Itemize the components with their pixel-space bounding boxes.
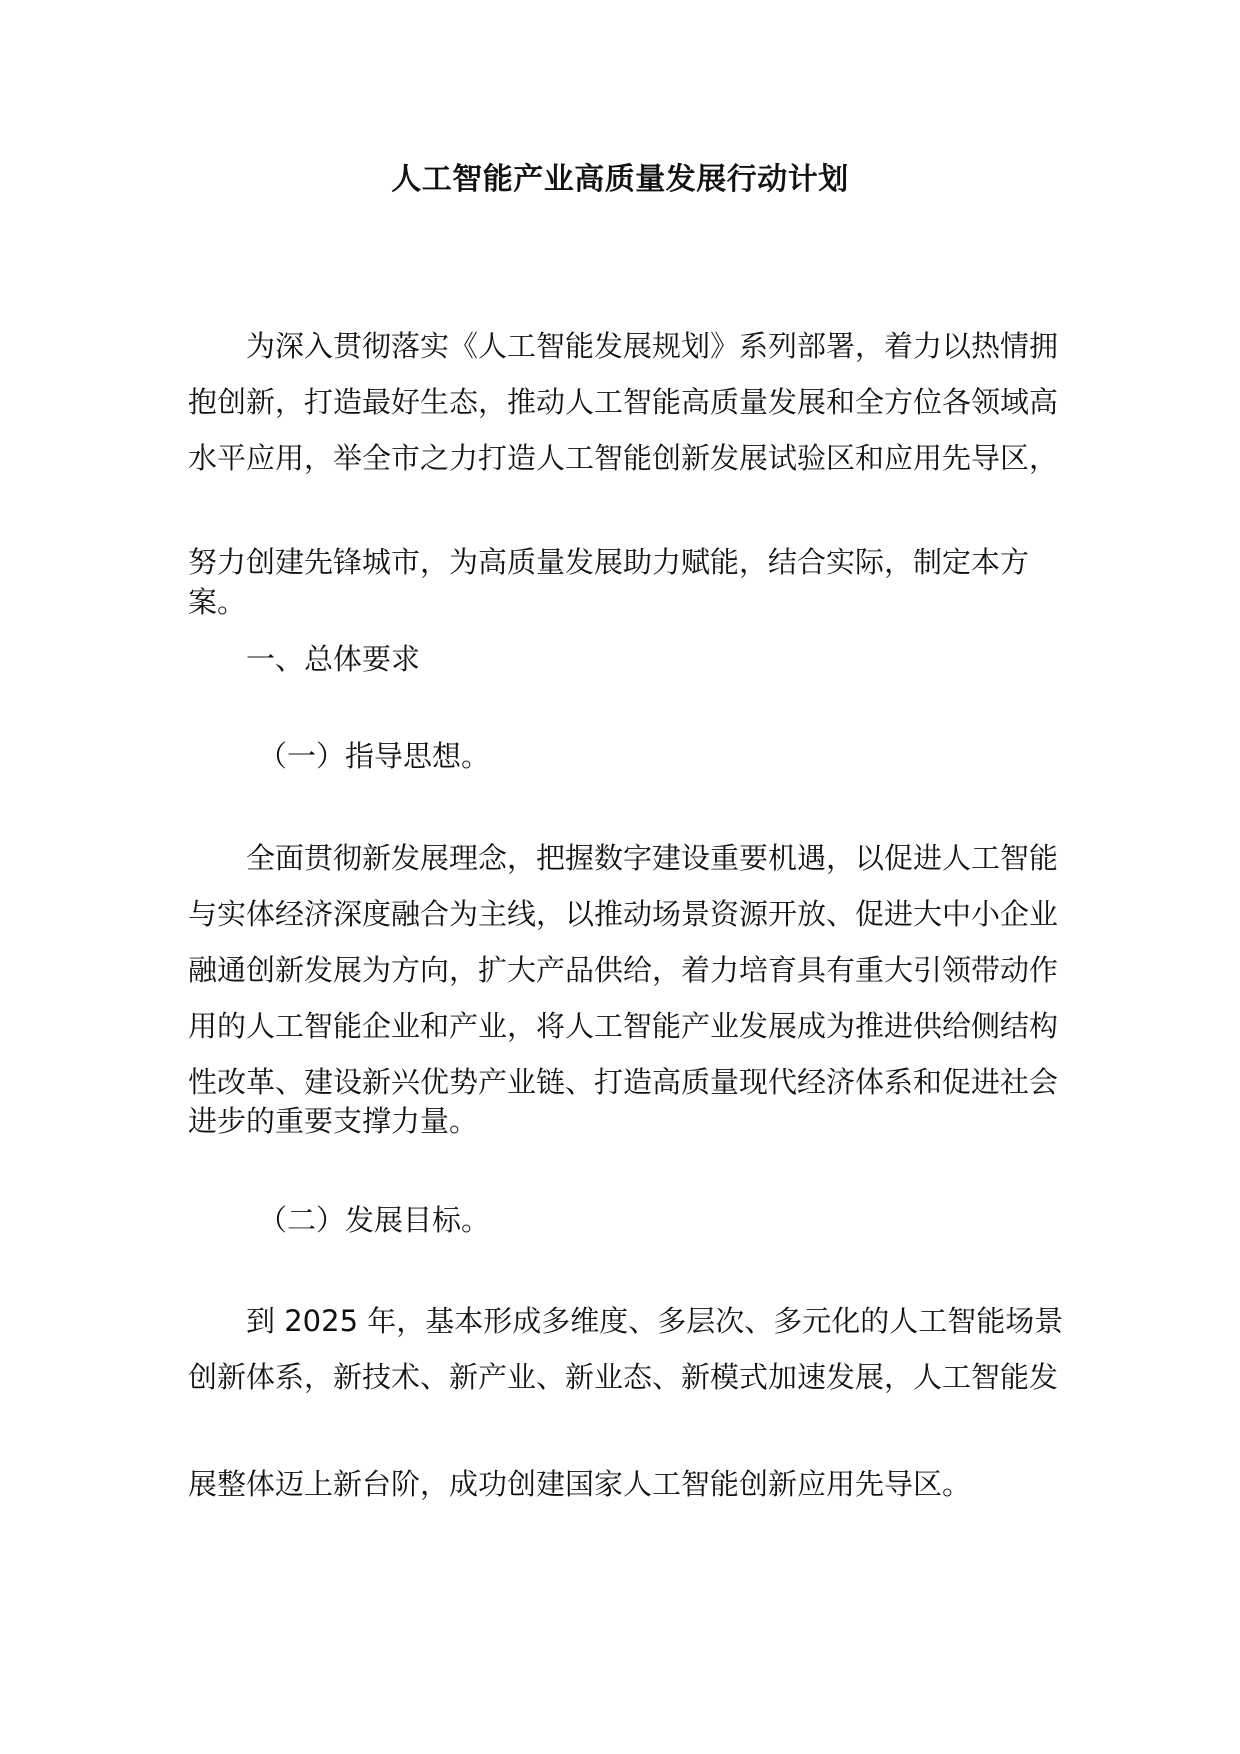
document-title: 人工智能产业高质量发展行动计划 (391, 162, 849, 197)
intro-continuation: 努力创建先锋城市，为高质量发展助力赋能，结合实际，制定本方案。 (188, 545, 1030, 619)
intro-paragraph: 为深入贯彻落实《人工智能发展规划》系列部署，着力以热情拥抱创新，打造最好生态，推动人工智能高质量发展和全方位各领域高水平应用，举全市之力打造人工智能创新发展试验区和应用先导区， (188, 329, 1059, 475)
guiding-ideology-continuation: 进步的重要支撑力量。 (188, 1104, 479, 1138)
subsection-heading-guiding-ideology: （一）指导思想。 (258, 739, 491, 773)
section-heading-overall-requirements: 一、总体要求 (246, 642, 421, 676)
subsection-heading-development-goals: （二）发展目标。 (258, 1203, 491, 1237)
development-goals-continuation: 展整体迈上新台阶，成功创建国家人工智能创新应用先导区。 (188, 1467, 972, 1501)
development-goals-paragraph: 到 2025 年，基本形成多维度、多层次、多元化的人工智能场景 创新体系，新技术、新产业、新业态、新模式加速发展，人工智能发 (188, 1304, 1064, 1394)
guiding-ideology-paragraph: 全面贯彻新发展理念，把握数字建设重要机遇，以促进人工智能与实体经济深度融合为主线，以推动场景资源开放、促进大中小企业融通创新发展为方向，扩大产品供给，着力培育具有重大引领带动作用的人工智能企业和产业，将人工智能产业发展成为推进供给侧结构性改革、建设新兴优势产业链、打造高质量现代经济体系和促进社会 (188, 841, 1059, 1099)
